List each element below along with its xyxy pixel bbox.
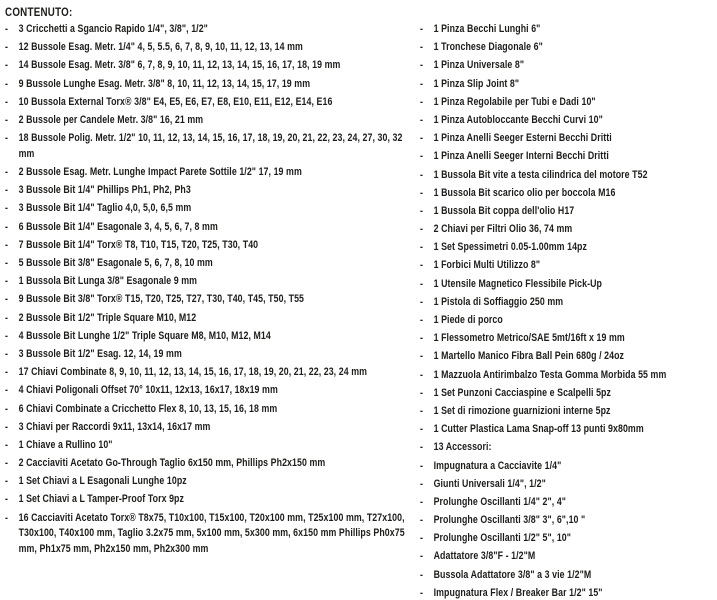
item-text: 4 Chiavi Poligonali Offset 70° 10x11, 12x13, 16x17, 18x19 mm [18,384,278,397]
list-item [5,183,405,199]
bullet-dash: - [420,168,424,181]
bullet-dash: - [5,41,9,54]
list-item [5,238,405,254]
list-item [420,368,716,384]
list-item [5,347,405,363]
bullet-dash: - [5,438,9,451]
item-text: 6 Bussole Bit 1/4" Esagonale 3, 4, 5, 6, 7, 8 mm [18,220,218,233]
bullet-dash: - [5,113,9,126]
item-text: 14 Bussole Esag. Metr. 3/8" 6, 7, 8, 9, 10, 11, 12, 13, 14, 15, 16, 17, 18, 19 mm [18,59,341,72]
item-text: 7 Bussole Bit 1/4" Torx® T8, T10, T15, T20, T25, T30, T40 [18,238,259,251]
item-text: 2 Bussole Bit 1/2" Triple Square M10, M12 [18,311,197,324]
item-text: Adattatore 3/8"F - 1/2"M [433,550,536,563]
list-item [420,495,716,511]
bullet-dash: - [5,132,9,145]
list-item [420,277,716,293]
list-item [420,149,716,165]
item-text: Impugnatura Flex / Breaker Bar 1/2" 15" [433,586,603,599]
item-text: 1 Bussola Bit vite a testa cilindrica del motore T52 [433,168,648,181]
item-text: 16 Cacciaviti Acetato Torx® T8x75, T10x100, T15x100, T20x100 mm, T25x100 mm, T27x100, T30x100, T40x100 mm, Taglio 3.2x75 mm, 5x100 mm, 5x300 mm, 6x150 mm Phillips Ph0x75 mm, Ph1x75 mm, Ph2x150 mm, Ph2x300 mm [18,511,405,556]
item-text: Prolunghe Oscillanti 1/2" 5", 10" [433,532,572,545]
item-text: 1 Bussola Bit coppa dell'olio H17 [433,204,575,217]
bullet-dash: - [5,275,9,288]
bullet-dash: - [420,568,424,581]
list-item [420,477,716,493]
item-text: 2 Bussole Esag. Metr. Lunghe Impact Parete Sottile 1/2" 17, 19 mm [18,166,302,179]
item-text: 1 Bussola Bit Lunga 3/8" Esagonale 9 mm [18,275,198,288]
bullet-dash: - [420,386,424,399]
list-item [420,422,716,438]
item-text: 2 Chiavi per Filtri Olio 36, 74 mm [433,223,573,236]
item-text: 4 Bussole Bit Lunghe 1/2" Triple Square M8, M10, M12, M14 [18,329,271,342]
item-text: 1 Pinza Regolabile per Tubi e Dadi 10" [433,95,596,108]
bullet-dash: - [420,77,424,90]
item-text: 1 Pinza Anelli Seeger Esterni Becchi Dritti [433,132,612,145]
item-text: Giunti Universali 1/4", 1/2" [433,477,546,490]
list-item [5,77,405,93]
bullet-dash: - [420,532,424,545]
list-item [420,440,716,456]
list-item [420,404,716,420]
list-item [5,113,405,129]
item-text: 1 Set Spessimetri 0.05-1.00mm 14pz [433,241,587,254]
item-text: 1 Pinza Autobloccante Becchi Curvi 10" [433,113,603,126]
list-item [420,204,716,220]
bullet-dash: - [420,59,424,72]
list-item [420,258,716,274]
list-item [420,222,716,238]
item-text: 1 Pistola di Soffiaggio 250 mm [433,295,564,308]
item-text: 1 Set Chiavi a L Tamper-Proof Torx 9pz [18,493,184,506]
bullet-dash: - [420,204,424,217]
list-item [420,40,716,56]
item-text: 2 Bussole per Candele Metr. 3/8" 16, 21 mm [18,113,204,126]
list-item [420,386,716,402]
bullet-dash: - [420,223,424,236]
bullet-dash: - [5,293,9,306]
item-text: 1 Forbici Multi Utilizzo 8" [433,259,541,272]
list-item [420,77,716,93]
list-item [5,131,405,163]
item-text: 18 Bussole Polig. Metr. 1/2" 10, 11, 12, 13, 14, 15, 16, 17, 18, 19, 20, 21, 22, 23, 24, 27, 30, 32 mm [18,132,403,160]
bullet-dash: - [5,257,9,270]
bullet-dash: - [420,295,424,308]
item-text: 1 Set di rimozione guarnizioni interne 5pz [433,404,611,417]
list-item [5,22,405,38]
list-item [5,40,405,56]
contents-column-left [5,22,405,560]
bullet-dash: - [420,95,424,108]
list-item [420,131,716,147]
bullet-dash: - [420,314,424,326]
bullet-dash: - [420,277,424,290]
bullet-dash: - [5,95,9,108]
bullet-dash: - [5,202,9,215]
bullet-dash: - [5,384,9,397]
bullet-dash: - [5,475,9,488]
item-text: 1 Flessometro Metrico/SAE 5mt/16ft x 19 mm [433,332,625,345]
item-text: 1 Piede di porco [433,314,503,326]
bullet-dash: - [5,59,9,72]
bullet-dash: - [5,166,9,179]
item-text: 1 Pinza Becchi Lunghi 6" [433,23,541,35]
list-item [5,402,405,418]
item-text: 1 Pinza Universale 8" [433,59,525,72]
item-text: 17 Chiavi Combinate 8, 9, 10, 11, 12, 13, 14, 15, 16, 17, 18, 19, 20, 21, 22, 23, 24 mm [18,366,368,379]
bullet-dash: - [5,402,9,415]
list-item [5,274,405,290]
item-text: 3 Bussole Bit 1/2" Esag. 12, 14, 19 mm [18,347,182,360]
item-text: 2 Cacciaviti Acetato Go-Through Taglio 6x150 mm, Phillips Ph2x150 mm [18,457,326,470]
list-item [420,459,716,475]
list-item [420,240,716,256]
bullet-dash: - [5,77,9,90]
item-text: 10 Bussola External Torx® 3/8" E4, E5, E6, E7, E8, E10, E11, E12, E14, E16 [18,95,333,108]
list-item [5,220,405,236]
list-item [5,474,405,490]
bullet-dash: - [5,238,9,251]
item-text: 1 Mazzuola Antirimbalzo Testa Gomma Morbida 55 mm [433,368,667,381]
bullet-dash: - [5,420,9,433]
list-item [420,168,716,184]
item-text: 1 Cutter Plastica Lama Snap-off 13 punti 9x80mm [433,423,644,436]
list-item [420,549,716,565]
bullet-dash: - [5,366,9,379]
list-item [5,456,405,472]
list-item [5,329,405,345]
item-text: 13 Accessori: [433,441,492,454]
list-item [420,22,716,38]
bullet-dash: - [5,311,9,324]
item-text: Impugnatura a Cacciavite 1/4" [433,459,562,472]
item-text: 9 Bussole Lunghe Esag. Metr. 3/8" 8, 10, 11, 12, 13, 14, 15, 17, 19 mm [18,77,311,90]
item-text: Prolunghe Oscillanti 3/8" 3", 6",10 " [433,514,586,527]
list-item [420,313,716,329]
bullet-dash: - [420,132,424,145]
list-item [5,165,405,181]
item-text: 1 Utensile Magnetico Flessibile Pick-Up [433,277,603,290]
bullet-dash: - [420,23,424,35]
bullet-dash: - [5,347,9,360]
list-item [420,295,716,311]
list-item [420,58,716,74]
list-item [420,186,716,202]
item-text: 6 Chiavi Combinate a Cricchetto Flex 8, 10, 13, 15, 16, 18 mm [18,402,278,415]
bullet-dash: - [420,404,424,417]
bullet-dash: - [420,186,424,199]
bullet-dash: - [420,423,424,436]
item-text: 5 Bussole Bit 3/8" Esagonale 5, 6, 7, 8, 10 mm [18,257,213,270]
list-item [420,331,716,347]
bullet-dash: - [420,477,424,490]
item-text: 12 Bussole Esag. Metr. 1/4" 4, 5, 5.5, 6, 7, 8, 9, 10, 11, 12, 13, 14 mm [18,41,303,54]
item-text: 1 Bussola Bit scarico olio per boccola M16 [433,186,616,199]
item-text: Prolunghe Oscillanti 1/4" 2", 4" [433,495,567,508]
item-text: 1 Martello Manico Fibra Ball Pein 680g / 24oz [433,350,625,363]
item-text: Bussola Adattatore 3/8" a 3 vie 1/2"M [433,568,592,581]
list-item [420,531,716,547]
contents-column-right [420,22,716,600]
list-item [5,58,405,74]
item-text: 3 Cricchetti a Sgancio Rapido 1/4", 3/8", 1/2" [18,23,208,35]
list-item [5,365,405,381]
bullet-dash: - [420,368,424,381]
bullet-dash: - [5,457,9,470]
page-title: CONTENUTO: [5,7,73,19]
list-item [420,349,716,365]
item-text: 3 Bussole Bit 1/4" Taglio 4,0, 5,0, 6,5 mm [18,202,192,215]
bullet-dash: - [420,459,424,472]
bullet-dash: - [420,495,424,508]
list-item [5,95,405,111]
list-item [420,113,716,129]
list-item [5,292,405,308]
list-item [5,383,405,399]
item-text: 1 Set Punzoni Cacciaspine e Scalpelli 5pz [433,386,611,399]
bullet-dash: - [5,23,9,35]
bullet-dash: - [420,332,424,345]
list-item [5,420,405,436]
item-text: 3 Bussole Bit 1/4" Phillips Ph1, Ph2, Ph3 [18,184,191,197]
list-item [420,95,716,111]
list-item [5,201,405,217]
bullet-dash: - [420,550,424,563]
item-text: 3 Chiavi per Raccordi 9x11, 13x14, 16x17 mm [18,420,211,433]
list-item [5,311,405,327]
bullet-dash: - [420,41,424,54]
bullet-dash: - [5,220,9,233]
bullet-dash: - [420,259,424,272]
bullet-dash: - [420,586,424,599]
list-item [5,511,405,558]
bullet-dash: - [420,241,424,254]
bullet-dash: - [5,329,9,342]
bullet-dash: - [420,350,424,363]
list-item [5,492,405,508]
item-text: 1 Set Chiavi a L Esagonali Lunghe 10pz [18,475,187,488]
list-item [420,568,716,584]
bullet-dash: - [5,493,9,506]
item-text: 1 Pinza Anelli Seeger Interni Becchi Dritti [433,150,609,163]
list-item [5,256,405,272]
item-text: 1 Chiave a Rullino 10" [18,438,113,451]
list-item [5,438,405,454]
bullet-dash: - [420,514,424,527]
bullet-dash: - [420,441,424,454]
bullet-dash: - [5,184,9,197]
list-item [420,513,716,529]
bullet-dash: - [5,511,9,524]
item-text: 9 Bussole Bit 3/8" Torx® T15, T20, T25, T27, T30, T40, T45, T50, T55 [18,293,305,306]
bullet-dash: - [420,113,424,126]
bullet-dash: - [420,150,424,163]
item-text: 1 Pinza Slip Joint 8" [433,77,520,90]
list-item [420,586,716,600]
item-text: 1 Tronchese Diagonale 6" [433,41,543,54]
